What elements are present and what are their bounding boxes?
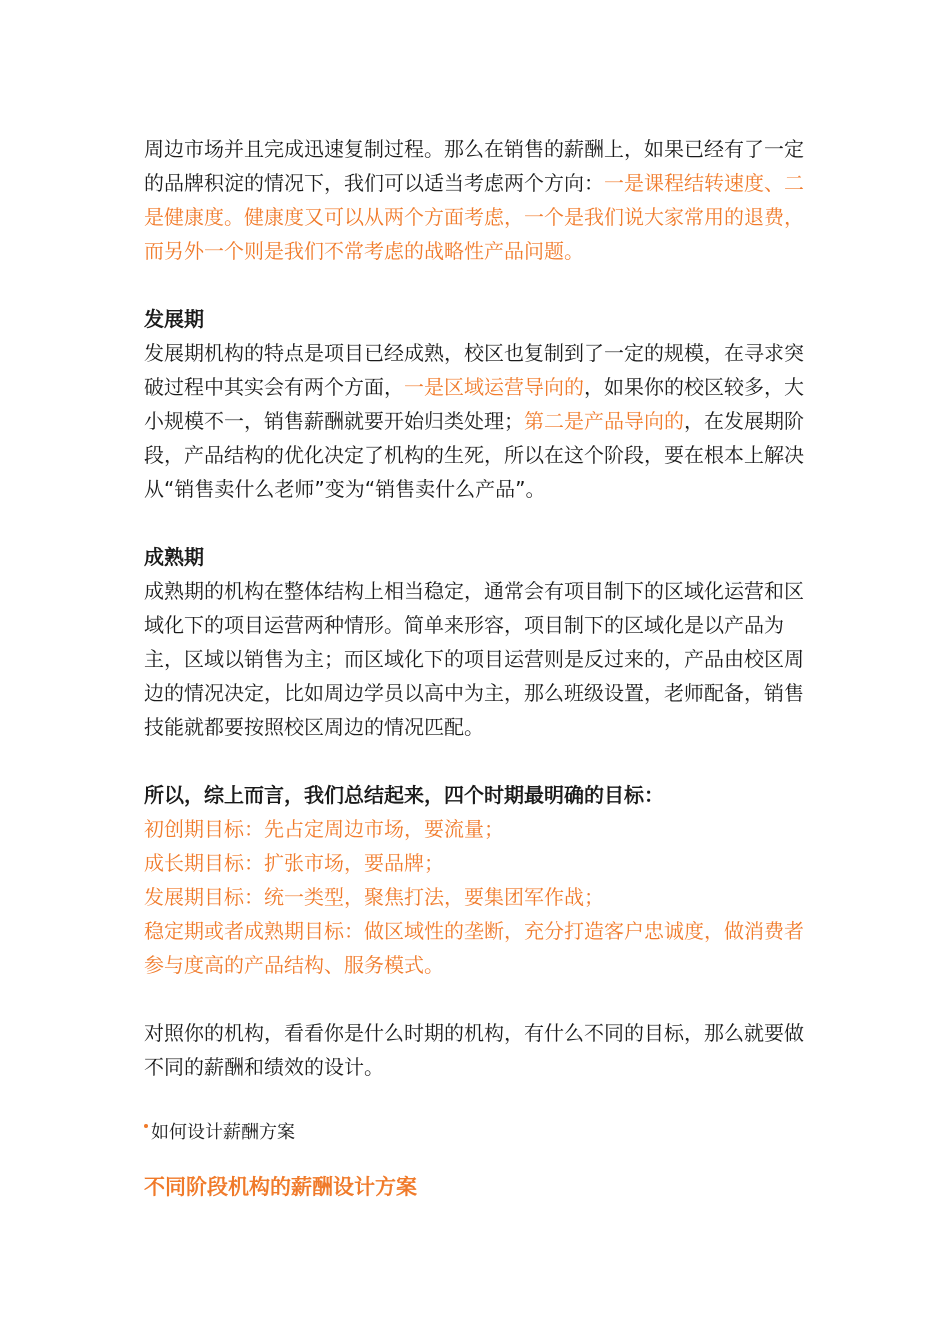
- intro-highlight: 一是课程结转速度、二是健康度。健康度又可以从两个方面考虑，一个是我们说大家常用的退费，而另外一个则是我们不常考虑的战略性产品问题。: [144, 171, 804, 263]
- summary-heading: 所以，综上而言，我们总结起来，四个时期最明确的目标：: [144, 783, 664, 807]
- closing-paragraph: 对照你的机构，看看你是什么时期的机构，有什么不同的目标，那么就要做不同的薪酬和绩效的设计。: [144, 1021, 804, 1079]
- development-highlight-2: 第二是产品导向的: [524, 409, 684, 433]
- bullet-text: 如何设计薪酬方案: [151, 1122, 295, 1143]
- development-heading: 发展期: [144, 307, 204, 331]
- goal-item: 成长期目标：扩张市场，要品牌；: [144, 851, 444, 875]
- development-text-1: 发展期机构的特点是项目已经成熟，校区也复制到了一定的规模，在寻求突破过程中其实会有两个方面，: [144, 341, 804, 399]
- intro-paragraph: [144, 132, 816, 268]
- development-text-2: ，如果你的校区较多，大小规模不一，销售薪酬就要开始归类处理；: [144, 375, 804, 433]
- development-paragraph: [144, 336, 816, 506]
- mature-paragraph: 成熟期的机构在整体结构上相当稳定，通常会有项目制下的区域化运营和区域化下的项目运营两种情形。简单来形容，项目制下的区域化是以产品为主，区域以销售为主；而区域化下的项目运营则是反过来的，产品由校区周边的情况决定，比如周边学员以高中为主，那么班级设置，老师配备，销售技能就都要按照校区周边的情况匹配。: [144, 579, 804, 739]
- document-body: [144, 132, 816, 1204]
- mature-heading: 成熟期: [144, 545, 204, 569]
- section-title: 不同阶段机构的薪酬设计方案: [144, 1175, 417, 1199]
- bullet-line: [144, 1118, 816, 1148]
- development-text-3: ，在发展期阶段，产品结构的优化决定了机构的生死，所以在这个阶段，要在根本上解决从“销售卖什么老师”变为“销售卖什么产品”。: [144, 409, 804, 501]
- goal-item: 发展期目标：统一类型，聚焦打法，要集团军作战；: [144, 885, 604, 909]
- development-highlight-1: 一是区域运营导向的: [404, 375, 584, 399]
- goal-item: 初创期目标：先占定周边市场，要流量；: [144, 817, 504, 841]
- goal-item: 稳定期或者成熟期目标：做区域性的垄断，充分打造客户忠诚度，做消费者参与度高的产品结构、服务模式。: [144, 919, 804, 977]
- bullet-dot-icon: [144, 1124, 148, 1128]
- intro-text: 周边市场并且完成迅速复制过程。那么在销售的薪酬上，如果已经有了一定的品牌积淀的情况下，我们可以适当考虑两个方向：: [144, 137, 804, 195]
